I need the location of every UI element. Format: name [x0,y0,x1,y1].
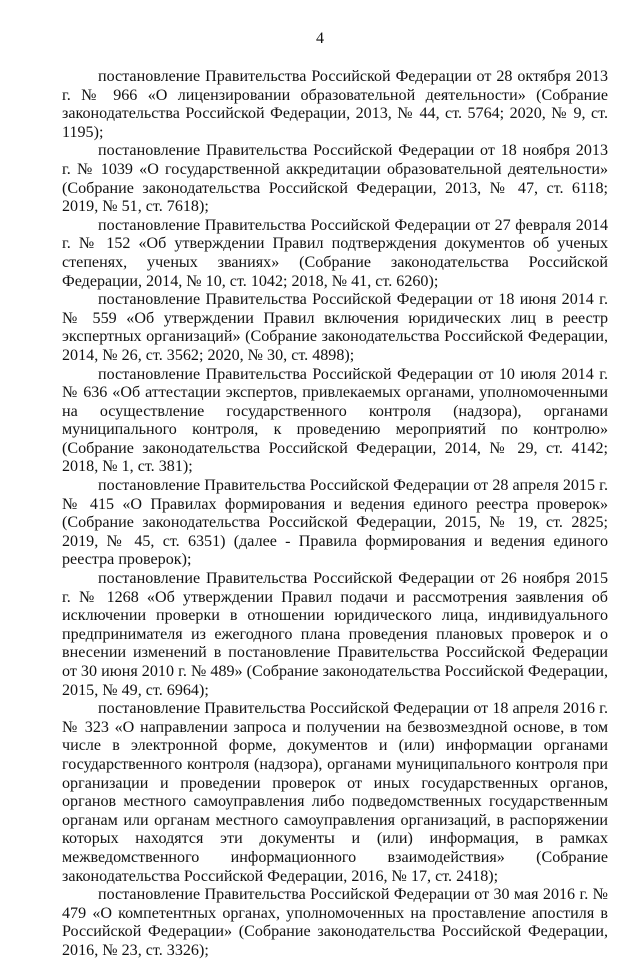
paragraph-decree-966: постановление Правительства Российской Федерации от 28 октября 2013 г. № 966 «О лицензировании образовательной деятельности» (Собрание законодательства Российской Федерации, 2013, № 44, ст. 5764; 2020, № 9, ст. 1195); [62,68,608,141]
paragraph-decree-1039: постановление Правительства Российской Федерации от 18 ноября 2013 г. № 1039 «О государственной аккредитации образовательной деятельности» (Собрание законодательства Российской Федерации, 2013, № 47, ст. 6118; 2019, № 51, ст. 7618); [62,142,608,216]
paragraph-decree-152: постановление Правительства Российской Федерации от 27 февраля 2014 г. № 152 «Об утверждении Правил подтверждения документов об ученых степенях, ученых званиях» (Собрание законодательства Российской Федерации, 2014, № 10, ст. 1042; 2018, № 41, ст. 6260); [62,216,608,290]
paragraph-decree-636: постановление Правительства Российской Федерации от 10 июля 2014 г. № 636 «Об аттестации экспертов, привлекаемых органами, уполномоченными на осуществление государственного контроля (надзора), органами муниципального контроля, к проведению мероприятий по контролю» (Собрание законодательства Российской Федерации, 2014, № 29, ст. 4142; 2018, № 1, ст. 381); [62,365,608,476]
paragraph-decree-559: постановление Правительства Российской Федерации от 18 июня 2014 г. № 559 «Об утверждении Правил включения юридических лиц в реестр экспертных организаций» (Собрание законодательства Российской Федерации, 2014, № 26, ст. 3562; 2020, № 30, ст. 4898); [62,291,608,364]
paragraph-decree-323: постановление Правительства Российской Федерации от 18 апреля 2016 г. № 323 «О направлении запроса и получении на безвозмездной основе, в том числе в электронной форме, документов и (или) информации органами государственного контроля (надзора), органами муниципального контроля при организации и проведении проверок от иных государственных органов, органов местного самоуправления либо подведомственных государственным органам или органам местного самоуправления организаций, в распоряжении которых находятся эти документы и (или) информация, в рамках межведомственного информационного взаимодействия» (Собрание законодательства Российской Федерации, 2016, № 17, ст. 2418); [62,700,608,885]
paragraph-decree-479: постановление Правительства Российской Федерации от 30 мая 2016 г. № 479 «О компетентных органах, уполномоченных на проставление апостиля в Российской Федерации» (Собрание законодательства Российской Федерации, 2016, № 23, ст. 3326); [62,886,608,959]
page-number: 4 [316,30,324,47]
paragraph-decree-1268: постановление Правительства Российской Федерации от 26 ноября 2015 г. № 1268 «Об утверждении Правил подачи и рассмотрения заявления об исключении проверки в отношении юридического лица, индивидуального предпринимателя из ежегодного плана проведения плановых проверок и о внесении изменений в постановление Правительства Российской Федерации от 30 июня 2010 г. № 489» (Собрание законодательства Российской Федерации, 2015, № 49, ст. 6964); [62,570,608,699]
document-body [62,68,608,961]
paragraph-decree-415: постановление Правительства Российской Федерации от 28 апреля 2015 г. № 415 «О Правилах формирования и ведения единого реестра проверок» (Собрание законодательства Российской Федерации, 2015, № 19, ст. 2825; 2019, № 45, ст. 6351) (далее - Правила формирования и ведения единого реестра проверок); [62,477,608,569]
